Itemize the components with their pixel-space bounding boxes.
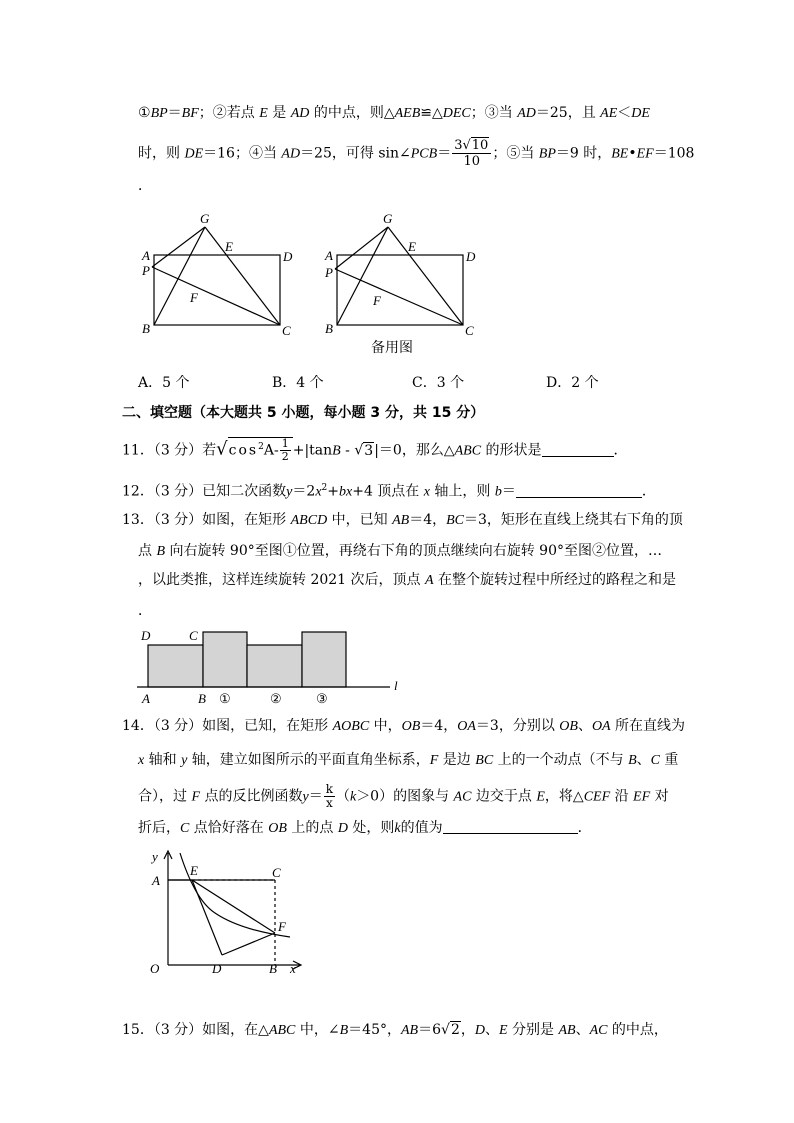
label-F: F [190, 290, 198, 305]
label-E: E [225, 239, 233, 254]
label-G: G [383, 211, 393, 226]
label-F: F [373, 293, 381, 308]
q10-figure-main [152, 227, 280, 325]
q10-line1: ①BP＝BF；②若点 E 是 AD 的中点，则△AEB≌△DEC；③当 AD＝25，且 AE＜DE [138, 105, 650, 121]
q15: 15．（3 分）如图，在△ABC 中，∠B＝45°，AB＝6√2，D、E 分别是 AB、AC 的中点， [122, 1022, 668, 1038]
label-E: E [190, 863, 198, 878]
backup-caption: 备用图 [371, 341, 413, 356]
q14-answer-blank[interactable] [443, 819, 578, 834]
q14-figure [140, 845, 315, 980]
q14-line3: 合），过 F 点的反比例函数y＝ $\frac{k}{x}$ （k＞0）的图象与 AC 边交于点 E，将△CEF 沿 EF 对 [138, 782, 669, 810]
q14-line1: 14．（3 分）如图，已知，在矩形 AOBC 中，OB＝4，OA＝3，分别以 OB、OA 所在直线为 [122, 718, 686, 734]
label-x: x [290, 961, 296, 976]
q14-line4: 折后，C 点恰好落在 OB 上的点 D 处，则k的值为 ． [138, 820, 592, 836]
label-C: C [465, 323, 474, 338]
label-circle-3: ③ [316, 691, 328, 706]
section-title: 二、填空题（本大题共 5 小题，每小题 3 分，共 15 分） [122, 405, 485, 421]
q13-line4: ． [138, 603, 152, 619]
label-F: F [278, 919, 286, 934]
q10-line3: ． [138, 178, 152, 194]
option-c: C．3 个 [412, 375, 465, 391]
label-A: A [142, 248, 150, 263]
label-E: E [408, 239, 416, 254]
option-a: A．5 个 [138, 375, 190, 391]
q13-line1: 13．（3 分）如图，在矩形 ABCD 中，已知 AB＝4，BC＝3，矩形在直线上绕其右下角的顶 [122, 512, 683, 528]
option-b: B．4 个 [272, 375, 324, 391]
label-A: A [325, 248, 333, 263]
label-C: C [282, 323, 291, 338]
label-O: O [150, 961, 160, 976]
q11-answer-blank[interactable] [542, 442, 614, 457]
q12: 12．（3 分）已知二次函数$y=2x^2+bx+4$ 顶点在 x 轴上，则 b＝ ． [122, 483, 656, 500]
label-D: D [283, 249, 293, 264]
label-A: A [142, 691, 150, 706]
label-P: P [142, 263, 150, 278]
label-D: D [212, 961, 222, 976]
q10-figures [130, 205, 490, 360]
q13-figure [135, 622, 410, 710]
label-A: A [152, 873, 160, 888]
label-l: l [394, 678, 398, 693]
label-P: P [325, 265, 333, 280]
label-B: B [142, 321, 150, 336]
label-C: C [189, 628, 198, 643]
label-circle-2: ② [270, 691, 282, 706]
q13-line2: 点 B 向右旋转 90°至图①位置，再绕右下角的顶点继续向右旋转 90°至图②位置，… [138, 543, 662, 559]
label-D: D [466, 249, 476, 264]
sin-fraction: $\frac{3√10}{10}$ [452, 138, 491, 169]
label-B: B [198, 691, 206, 706]
q10-figure-backup [335, 227, 463, 325]
label-G: G [200, 211, 210, 226]
label-C: C [272, 865, 281, 880]
option-d: D．2 个 [546, 375, 599, 391]
label-B: B [325, 321, 333, 336]
label-B: B [269, 961, 277, 976]
label-D: D [141, 628, 151, 643]
q12-answer-blank[interactable] [516, 483, 642, 498]
label-y: y [152, 849, 158, 864]
q11: 11．（3 分）若$√\cos^2A-$ $\frac{1}{2}$ +|tanB - √3|＝0，那么△ABC 的形状是 ． [122, 437, 628, 464]
q13-line3: ，以此类推，这样连续旋转 2021 次后，顶点 A 在整个旋转过程中所经过的路程之和是 [138, 572, 676, 588]
q14-line2: x 轴和 y 轴，建立如图所示的平面直角坐标系，F 是边 BC 上的一个动点（不与 B、C 重 [138, 752, 679, 768]
label-circle-1: ① [219, 691, 231, 706]
q10-line2: 时，则 DE＝16；④当 AD＝25，可得 sin∠PCB＝ $\frac{3√10}{10}$ ；⑤当 BP＝9 时，BE•EF＝108 [138, 138, 695, 169]
